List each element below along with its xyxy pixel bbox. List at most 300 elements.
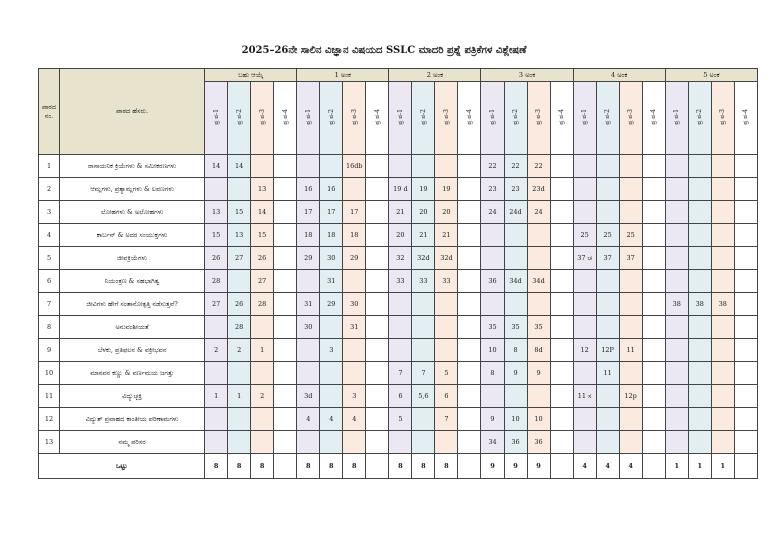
question-cell	[366, 408, 389, 431]
question-cell	[619, 362, 642, 385]
question-cell	[688, 385, 711, 408]
paper-header	[573, 82, 596, 155]
question-cell: 38	[688, 293, 711, 316]
paper-header	[228, 82, 251, 155]
paper-header	[458, 82, 481, 155]
question-cell	[573, 155, 596, 178]
question-cell: 24d	[504, 201, 527, 224]
question-cell: 36	[481, 270, 504, 293]
question-cell	[366, 201, 389, 224]
question-cell	[366, 270, 389, 293]
question-cell: 2	[251, 385, 274, 408]
question-cell: 35	[504, 316, 527, 339]
question-cell	[688, 408, 711, 431]
question-cell	[711, 247, 734, 270]
row-number: 2	[39, 178, 60, 201]
total-cell: 8	[412, 454, 435, 479]
group-header-row	[39, 69, 758, 82]
question-cell	[205, 362, 228, 385]
total-cell: 9	[481, 454, 504, 479]
question-cell	[251, 362, 274, 385]
question-cell	[274, 224, 297, 247]
paper-header-label: ಪ್ರ ಪ-1	[673, 109, 681, 125]
question-cell: 5	[389, 408, 412, 431]
table-row	[39, 270, 758, 293]
question-cell	[665, 270, 688, 293]
question-cell	[573, 362, 596, 385]
question-cell	[274, 293, 297, 316]
question-cell	[366, 224, 389, 247]
question-cell: 35	[481, 316, 504, 339]
question-cell	[366, 339, 389, 362]
paper-header-label: ಪ್ರ ಪ-1	[581, 109, 589, 125]
question-cell: 16	[297, 178, 320, 201]
question-cell	[596, 178, 619, 201]
question-cell	[320, 431, 343, 454]
question-cell: 16db	[343, 155, 366, 178]
question-cell	[504, 385, 527, 408]
question-cell	[412, 293, 435, 316]
question-cell	[550, 270, 573, 293]
question-cell	[297, 362, 320, 385]
question-cell	[527, 293, 550, 316]
lesson-name: ನಮ್ಮ ಪರಿಸರ	[60, 431, 205, 454]
question-cell: 22	[527, 155, 550, 178]
question-cell	[665, 224, 688, 247]
question-cell: 36	[504, 431, 527, 454]
question-cell: 27	[228, 247, 251, 270]
question-cell: 27	[205, 293, 228, 316]
paper-header	[320, 82, 343, 155]
question-cell	[642, 408, 665, 431]
question-cell	[343, 362, 366, 385]
question-cell	[251, 316, 274, 339]
question-cell	[274, 362, 297, 385]
question-cell	[320, 155, 343, 178]
question-cell: 31	[297, 293, 320, 316]
question-cell	[389, 155, 412, 178]
question-cell	[734, 224, 757, 247]
question-cell	[228, 408, 251, 431]
question-cell: 7	[412, 362, 435, 385]
question-cell	[458, 339, 481, 362]
question-cell	[734, 385, 757, 408]
total-cell: 8	[228, 454, 251, 479]
total-cell: 8	[389, 454, 412, 479]
question-cell	[228, 270, 251, 293]
question-cell	[458, 316, 481, 339]
question-cell	[734, 316, 757, 339]
question-cell	[642, 178, 665, 201]
question-cell	[458, 247, 481, 270]
lesson-name: ವಿದ್ಯುಚ್ಛಕ್ತಿ	[60, 385, 205, 408]
question-cell	[619, 155, 642, 178]
question-cell	[734, 247, 757, 270]
question-cell	[734, 362, 757, 385]
paper-header	[205, 82, 228, 155]
total-cell	[642, 454, 665, 479]
question-cell: 2	[228, 339, 251, 362]
row-number: 3	[39, 201, 60, 224]
question-cell: 30	[320, 247, 343, 270]
question-cell	[711, 339, 734, 362]
table-row	[39, 339, 758, 362]
question-cell	[665, 247, 688, 270]
question-cell	[665, 178, 688, 201]
lesson-name: ಜೀವಕ್ರಿಯೆಗಳು	[60, 247, 205, 270]
question-cell	[665, 201, 688, 224]
paper-header	[343, 82, 366, 155]
lesson-name: ಆಮ್ಲಗಳು, ಪ್ರತ್ಯಾಮ್ಲಗಳು & ಲವಣಗಳು	[60, 178, 205, 201]
question-cell	[297, 270, 320, 293]
total-cell	[550, 454, 573, 479]
question-cell: 26	[251, 247, 274, 270]
question-cell: 19	[435, 178, 458, 201]
paper-header-label: ಪ್ರ ಪ-3	[627, 109, 635, 125]
paper-header-label: ಪ್ರ ಪ-1	[396, 109, 404, 125]
question-cell: 13	[228, 224, 251, 247]
question-cell	[343, 178, 366, 201]
lesson-name: ವಿದ್ಯುತ್ ಪ್ರವಾಹದ ಕಾಂತೀಯ ಪರಿಣಾಮಗಳು	[60, 408, 205, 431]
question-cell	[642, 339, 665, 362]
question-cell: 37	[596, 247, 619, 270]
question-cell: 22	[504, 155, 527, 178]
question-cell	[458, 362, 481, 385]
paper-header-label: ಪ್ರ ಪ-2	[235, 109, 243, 125]
question-cell	[435, 339, 458, 362]
lesson-name: ಲೋಹಗಳು & ಅಲೋಹಗಳು	[60, 201, 205, 224]
question-cell	[550, 339, 573, 362]
question-cell	[642, 155, 665, 178]
group-header: 1 ಅಂಕ	[297, 69, 389, 82]
question-cell: 11	[596, 362, 619, 385]
question-cell	[458, 431, 481, 454]
total-cell	[366, 454, 389, 479]
table-row	[39, 385, 758, 408]
question-cell	[458, 270, 481, 293]
row-number: 1	[39, 155, 60, 178]
question-cell: 10	[481, 339, 504, 362]
question-cell: 14	[228, 155, 251, 178]
question-cell	[688, 362, 711, 385]
question-cell: 38	[711, 293, 734, 316]
question-cell: 33	[412, 270, 435, 293]
group-header: 2 ಅಂಕ	[389, 69, 481, 82]
question-cell: 28	[205, 270, 228, 293]
paper-header-label: ಪ್ರ ಪ-4	[465, 109, 473, 125]
paper-header-label: ಪ್ರ ಪ-4	[742, 109, 750, 125]
question-cell	[481, 224, 504, 247]
question-cell	[458, 201, 481, 224]
question-cell	[412, 408, 435, 431]
question-cell	[205, 316, 228, 339]
question-cell: 18	[297, 224, 320, 247]
question-cell: 35	[527, 316, 550, 339]
total-cell: 1	[711, 454, 734, 479]
total-cell: 8	[297, 454, 320, 479]
question-cell	[366, 316, 389, 339]
question-cell	[412, 155, 435, 178]
row-number: 9	[39, 339, 60, 362]
question-cell	[550, 362, 573, 385]
question-cell: 33	[389, 270, 412, 293]
question-cell	[711, 155, 734, 178]
question-cell: 30	[343, 293, 366, 316]
question-cell	[527, 247, 550, 270]
question-cell	[343, 431, 366, 454]
table-body	[39, 155, 758, 479]
question-cell: 33	[435, 270, 458, 293]
question-cell: 31	[320, 270, 343, 293]
question-cell	[619, 270, 642, 293]
paper-header-label: ಪ್ರ ಪ-3	[258, 109, 266, 125]
paper-header-label: ಪ್ರ ಪ-1	[304, 109, 312, 125]
paper-header-label: ಪ್ರ ಪ-4	[281, 109, 289, 125]
question-cell: 24	[481, 201, 504, 224]
question-cell: 27	[251, 270, 274, 293]
total-cell: 1	[688, 454, 711, 479]
question-cell	[734, 293, 757, 316]
paper-header	[504, 82, 527, 155]
table-row	[39, 431, 758, 454]
question-cell	[734, 431, 757, 454]
paper-header-label: ಪ್ರ ಪ-2	[696, 109, 704, 125]
question-cell	[688, 178, 711, 201]
question-cell	[412, 339, 435, 362]
paper-header-label: ಪ್ರ ಪ-3	[442, 109, 450, 125]
question-cell: 24	[527, 201, 550, 224]
question-cell: 26	[205, 247, 228, 270]
question-cell: 25	[573, 224, 596, 247]
table-row	[39, 293, 758, 316]
question-cell	[274, 178, 297, 201]
question-cell: 17	[320, 201, 343, 224]
question-cell	[435, 293, 458, 316]
question-cell	[734, 155, 757, 178]
question-cell	[734, 339, 757, 362]
question-cell: 21	[412, 224, 435, 247]
question-cell	[251, 155, 274, 178]
question-cell: 1	[228, 385, 251, 408]
table-row	[39, 408, 758, 431]
question-cell	[596, 408, 619, 431]
question-cell: 17	[297, 201, 320, 224]
question-cell	[389, 339, 412, 362]
question-cell: 17	[343, 201, 366, 224]
question-cell: 14	[251, 201, 274, 224]
question-cell: 32	[389, 247, 412, 270]
question-cell	[297, 155, 320, 178]
question-cell	[550, 385, 573, 408]
question-cell: 8	[481, 362, 504, 385]
question-cell	[665, 362, 688, 385]
question-cell: 9	[504, 362, 527, 385]
total-cell	[274, 454, 297, 479]
question-cell	[366, 247, 389, 270]
group-header: ಬಹು ಆಯ್ಕೆ	[205, 69, 297, 82]
question-cell	[550, 224, 573, 247]
table-row	[39, 316, 758, 339]
paper-header	[596, 82, 619, 155]
row-number: 6	[39, 270, 60, 293]
question-cell: 31	[343, 316, 366, 339]
question-cell	[665, 408, 688, 431]
lesson-header: ಪಾಠದ ಹೆಸರು.	[60, 69, 205, 155]
question-cell: 18	[320, 224, 343, 247]
question-cell: 11 ಸ	[573, 385, 596, 408]
question-cell	[711, 362, 734, 385]
question-cell	[274, 155, 297, 178]
question-cell	[688, 316, 711, 339]
question-cell	[435, 316, 458, 339]
question-cell: 8	[504, 339, 527, 362]
question-cell	[573, 201, 596, 224]
question-cell	[412, 316, 435, 339]
question-cell: 21	[435, 224, 458, 247]
paper-header	[734, 82, 757, 155]
row-number: 8	[39, 316, 60, 339]
question-cell	[527, 224, 550, 247]
question-cell	[642, 201, 665, 224]
row-number: 7	[39, 293, 60, 316]
total-cell	[458, 454, 481, 479]
question-cell	[297, 431, 320, 454]
question-cell: 20	[435, 201, 458, 224]
question-cell: 29	[320, 293, 343, 316]
question-cell	[619, 293, 642, 316]
question-cell	[274, 316, 297, 339]
question-cell	[274, 270, 297, 293]
question-cell	[550, 293, 573, 316]
question-cell	[688, 431, 711, 454]
question-cell	[619, 431, 642, 454]
question-cell: 15	[205, 224, 228, 247]
question-cell: 34	[481, 431, 504, 454]
page-title: 2025–26ನೇ ಸಾಲಿನ ವಿಜ್ಞಾನ ವಿಷಯದ SSLC ಮಾದರಿ ಪ್ರಶ್ನೆ ಪತ್ರಿಕೆಗಳ ವಿಶ್ಲೇಷಣೆ	[241, 45, 527, 56]
question-cell: 12	[573, 339, 596, 362]
question-cell: 1	[251, 339, 274, 362]
question-cell: 15	[228, 201, 251, 224]
question-cell: 19 d	[389, 178, 412, 201]
question-cell	[596, 293, 619, 316]
question-cell	[389, 293, 412, 316]
question-cell: 3d	[297, 385, 320, 408]
question-cell: 10	[527, 408, 550, 431]
paper-header-label: ಪ್ರ ಪ-4	[650, 109, 658, 125]
question-cell: 25	[596, 224, 619, 247]
question-cell	[320, 385, 343, 408]
question-cell	[274, 431, 297, 454]
paper-header-label: ಪ್ರ ಪ-3	[719, 109, 727, 125]
question-cell	[251, 408, 274, 431]
question-cell	[504, 247, 527, 270]
question-cell: 13	[251, 178, 274, 201]
question-cell: 22	[481, 155, 504, 178]
question-cell: 11	[619, 339, 642, 362]
paper-header	[665, 82, 688, 155]
question-cell	[366, 431, 389, 454]
question-cell	[481, 293, 504, 316]
question-cell	[619, 408, 642, 431]
table-row	[39, 362, 758, 385]
question-cell	[665, 385, 688, 408]
row-number: 11	[39, 385, 60, 408]
question-cell	[619, 201, 642, 224]
paper-header	[274, 82, 297, 155]
total-cell: 8	[251, 454, 274, 479]
question-cell: 32d	[435, 247, 458, 270]
table-row	[39, 201, 758, 224]
question-cell	[711, 408, 734, 431]
question-cell	[458, 385, 481, 408]
question-cell: 9	[527, 362, 550, 385]
question-cell	[642, 362, 665, 385]
question-cell	[665, 431, 688, 454]
question-cell: 21	[389, 201, 412, 224]
question-cell: 29	[297, 247, 320, 270]
total-cell: 4	[619, 454, 642, 479]
question-cell	[366, 293, 389, 316]
row-number: 4	[39, 224, 60, 247]
question-cell	[550, 155, 573, 178]
question-cell: 20	[389, 224, 412, 247]
question-cell	[228, 362, 251, 385]
paper-header	[642, 82, 665, 155]
question-cell	[251, 431, 274, 454]
row-number: 12	[39, 408, 60, 431]
question-cell	[573, 431, 596, 454]
question-cell: 37 ಚ	[573, 247, 596, 270]
question-cell	[504, 293, 527, 316]
question-cell: 5,6	[412, 385, 435, 408]
table-row	[39, 155, 758, 178]
paper-header	[550, 82, 573, 155]
question-cell: 6	[435, 385, 458, 408]
question-cell	[711, 224, 734, 247]
question-cell	[550, 408, 573, 431]
paper-header	[412, 82, 435, 155]
paper-header	[389, 82, 412, 155]
question-cell	[274, 201, 297, 224]
question-cell	[389, 316, 412, 339]
question-cell	[734, 408, 757, 431]
question-cell: 12P	[596, 339, 619, 362]
question-cell	[688, 155, 711, 178]
question-cell	[711, 270, 734, 293]
question-cell: 28	[251, 293, 274, 316]
paper-header-label: ಪ್ರ ಪ-4	[373, 109, 381, 125]
question-cell: 34d	[504, 270, 527, 293]
question-cell: 30	[297, 316, 320, 339]
question-cell: 28	[228, 316, 251, 339]
question-cell	[297, 339, 320, 362]
question-cell	[412, 431, 435, 454]
question-cell	[665, 155, 688, 178]
question-cell	[596, 201, 619, 224]
table-row	[39, 224, 758, 247]
question-cell	[688, 201, 711, 224]
question-cell: 15	[251, 224, 274, 247]
total-cell: 8	[320, 454, 343, 479]
group-header: 5 ಅಂಕ	[665, 69, 757, 82]
question-cell	[596, 431, 619, 454]
question-cell	[642, 247, 665, 270]
question-cell	[366, 178, 389, 201]
question-cell	[688, 270, 711, 293]
question-cell	[688, 224, 711, 247]
question-cell: 2	[205, 339, 228, 362]
question-cell	[734, 270, 757, 293]
